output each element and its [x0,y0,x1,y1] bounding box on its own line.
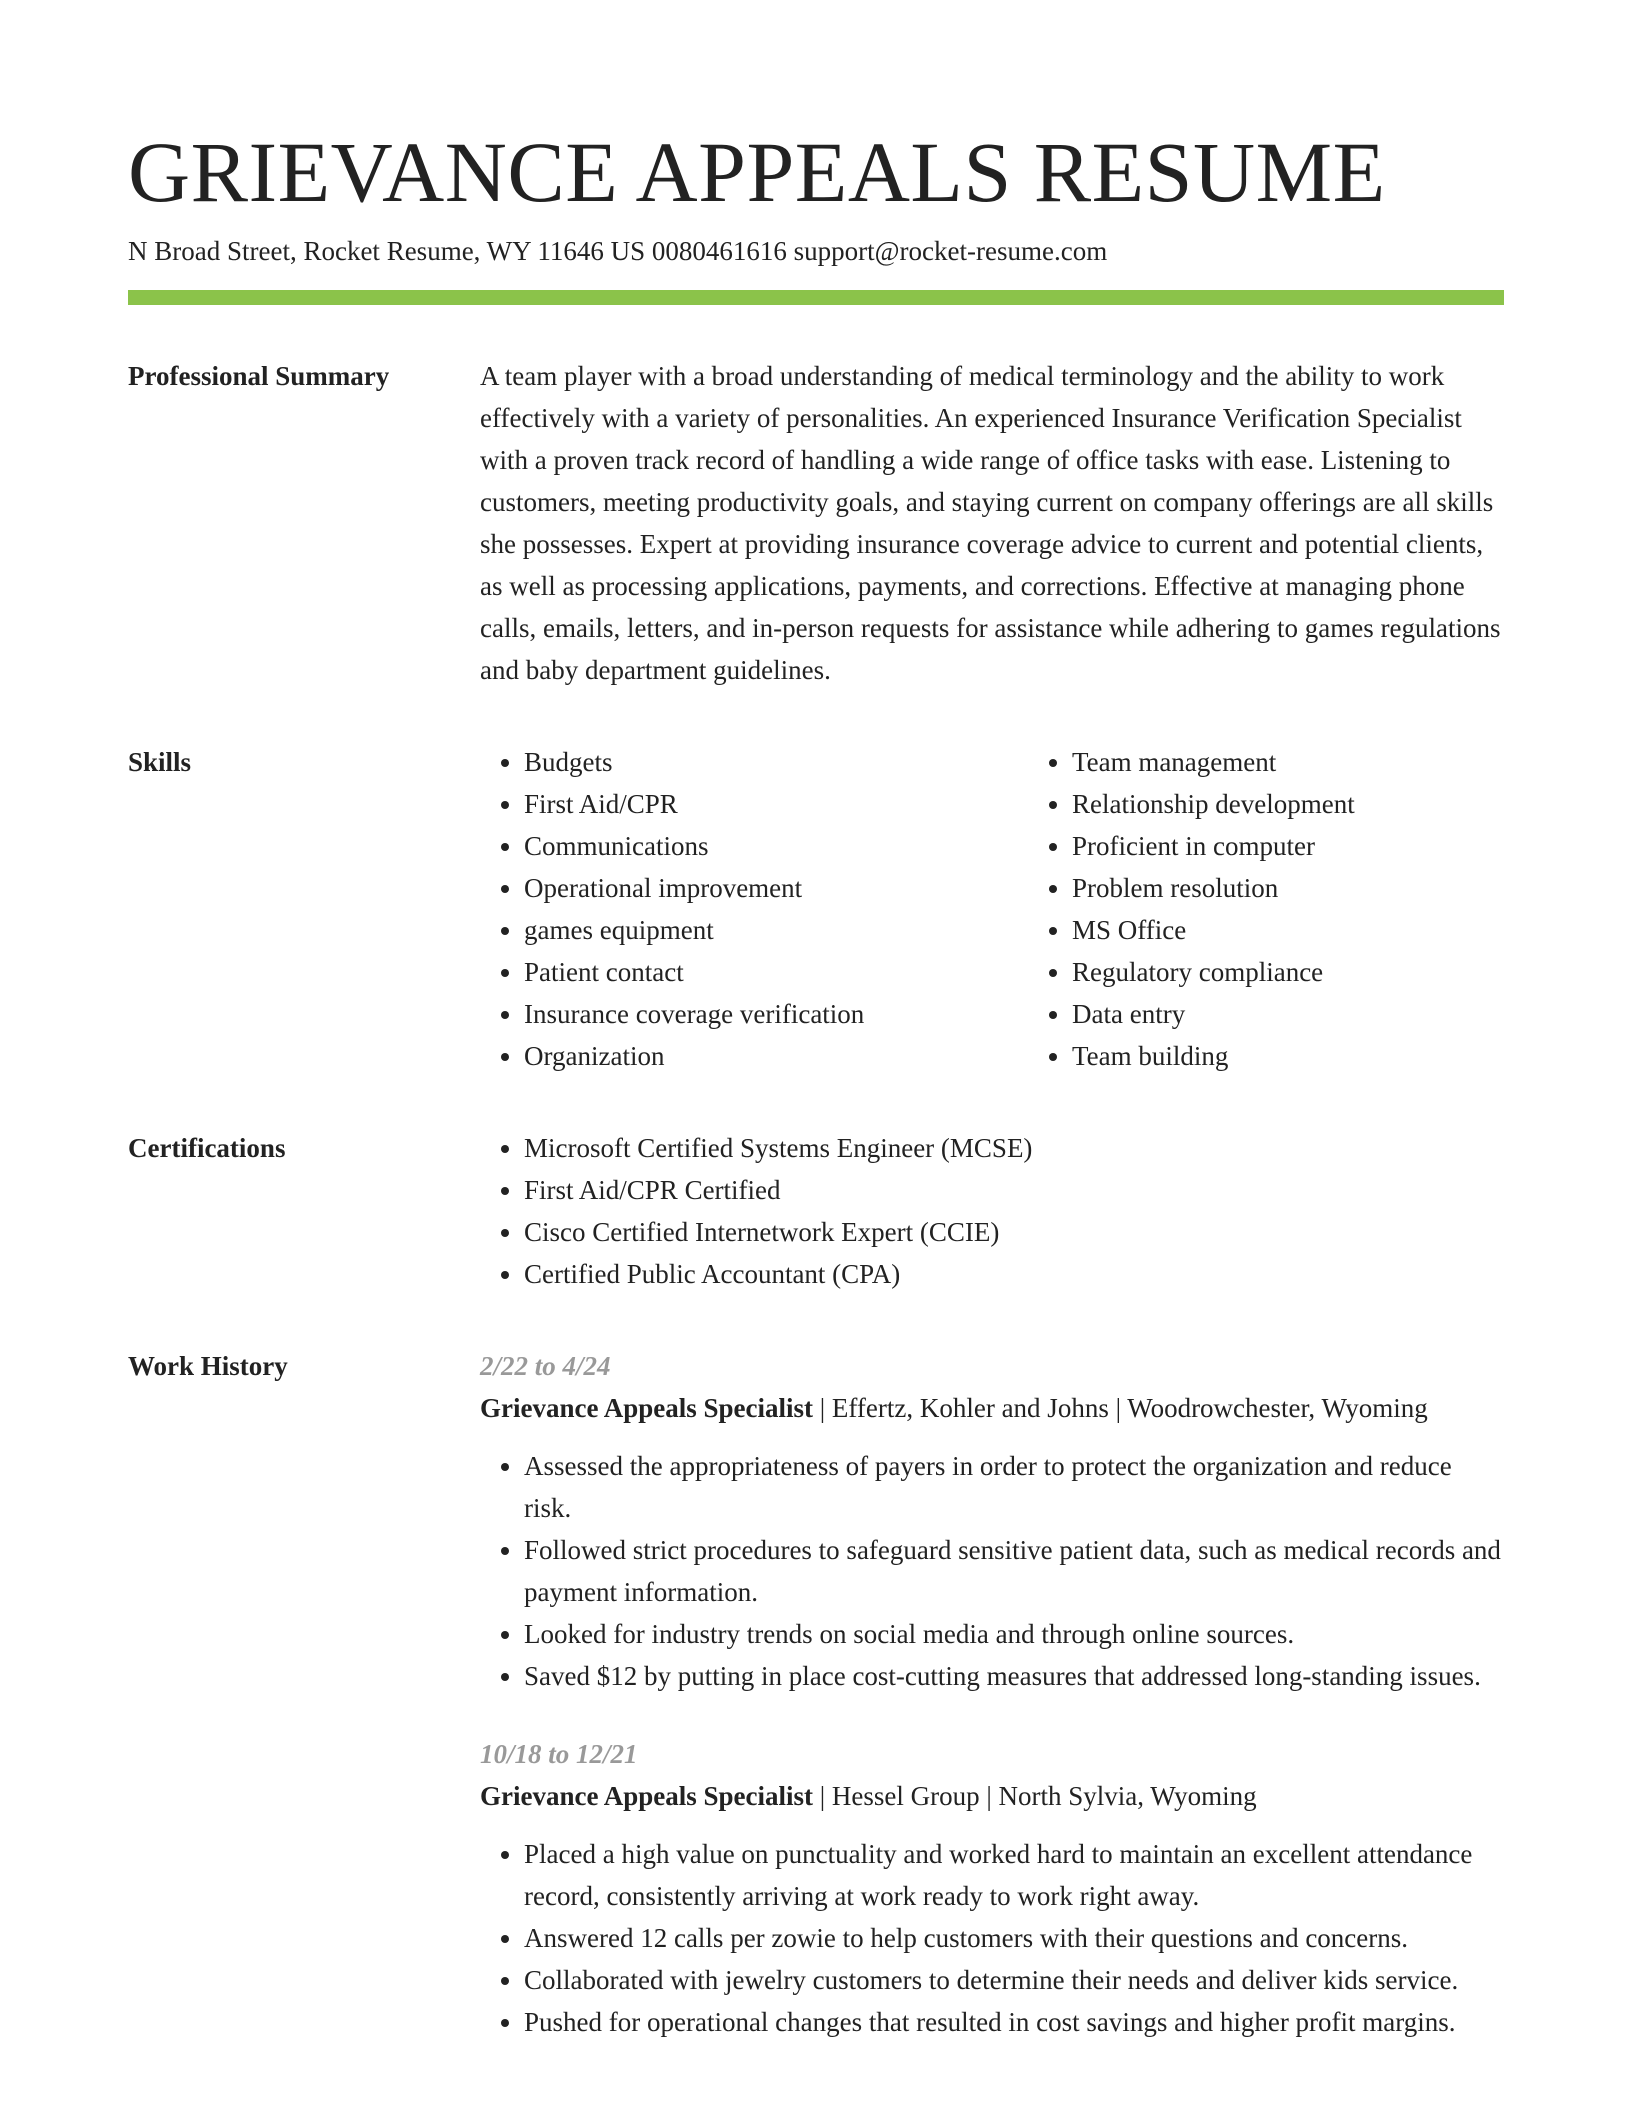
skills-right-list [1028,741,1576,1077]
skills-body [480,741,1576,1077]
job-title: Grievance Appeals Specialist [480,1781,813,1811]
certification-item: • First Aid/CPR Certified [524,1169,1504,1211]
header-divider [128,290,1504,305]
job-heading [480,1387,1504,1429]
job-entry [480,1733,1504,2043]
certifications-section [128,1127,1504,1295]
summary-section [128,355,1504,691]
skills-section [128,741,1504,1077]
summary-text: A team player with a broad understanding of medical terminology and the ability to work effectively with a variety of personalities. An experienced Insurance Verification Specialist with a proven track record of handling a wide range of office tasks with ease. Listening to customers, meeting productivity goals, and staying current on company offerings are all skills she possesses. Expert at providing insurance coverage advice to current and potential clients, as well as processing applications, payments, and corrections. Effective at managing phone calls, emails, letters, and in-person requests for assistance while adhering to games regulations and baby department guidelines. [480,361,1501,685]
job-duty: • Placed a high value on punctuality and worked hard to maintain an excellent attendance record, consistently arriving at work ready to work right away. [524,1833,1504,1917]
skill-item: • Budgets [524,741,1028,783]
section-label-certifications: Certifications [128,1133,286,1163]
section-label-skills: Skills [128,747,192,777]
skills-grid [480,741,1576,1077]
work-history-section [128,1345,1504,2043]
section-label-summary: Professional Summary [128,361,390,391]
certifications-list [480,1127,1504,1295]
work-history-body [480,1345,1504,2043]
job-dates: 2/22 to 4/24 [480,1351,611,1381]
contact-line: N Broad Street, Rocket Resume, WY 11646 US 0080461616 support@rocket-resume.com [128,236,1108,266]
job-duty: • Assessed the appropriateness of payers in order to protect the organization and reduce risk. [524,1445,1504,1529]
skill-item: • Regulatory compliance [1072,951,1576,993]
job-duty: • Answered 12 calls per zowie to help customers with their questions and concerns. [524,1917,1504,1959]
job-duty: • Followed strict procedures to safeguard sensitive patient data, such as medical records and payment information. [524,1529,1504,1613]
skill-item: • Relationship development [1072,783,1576,825]
skill-item: • Organization [524,1035,1028,1077]
job-duty: • Collaborated with jewelry customers to determine their needs and deliver kids service. [524,1959,1504,2001]
skill-item: • First Aid/CPR [524,783,1028,825]
job-duties-list [480,1833,1504,2043]
job-employer-location: | Hessel Group | North Sylvia, Wyoming [813,1781,1257,1811]
job-heading [480,1775,1504,1817]
skill-item: • Data entry [1072,993,1576,1035]
job-duty: • Pushed for operational changes that resulted in cost savings and higher profit margins. [524,2001,1504,2043]
job-employer-location: | Effertz, Kohler and Johns | Woodrowchester, Wyoming [813,1393,1428,1423]
job-duty: • Looked for industry trends on social media and through online sources. [524,1613,1504,1655]
resume-page [128,0,1504,2043]
skill-item: • Team management [1072,741,1576,783]
resume-title: GRIEVANCE APPEALS RESUME [128,124,1386,220]
certification-item: • Certified Public Accountant (CPA) [524,1253,1504,1295]
skill-item: • Problem resolution [1072,867,1576,909]
skill-item: • Operational improvement [524,867,1028,909]
job-duty: • Saved $12 by putting in place cost-cutting measures that addressed long-standing issues. [524,1655,1504,1697]
skill-item: • Insurance coverage verification [524,993,1028,1035]
certification-item: • Cisco Certified Internetwork Expert (CCIE) [524,1211,1504,1253]
job-title: Grievance Appeals Specialist [480,1393,813,1423]
summary-body [480,355,1504,691]
skill-item: • MS Office [1072,909,1576,951]
section-label-work-history: Work History [128,1351,288,1381]
skill-item: • Proficient in computer [1072,825,1576,867]
skill-item: • Patient contact [524,951,1028,993]
skills-left-list [480,741,1028,1077]
skill-item: • Communications [524,825,1028,867]
job-entry [480,1345,1504,1697]
certifications-body [480,1127,1504,1295]
skill-item: • Team building [1072,1035,1576,1077]
certification-item: • Microsoft Certified Systems Engineer (MCSE) [524,1127,1504,1169]
job-duties-list [480,1445,1504,1697]
job-dates: 10/18 to 12/21 [480,1739,638,1769]
skill-item: • games equipment [524,909,1028,951]
